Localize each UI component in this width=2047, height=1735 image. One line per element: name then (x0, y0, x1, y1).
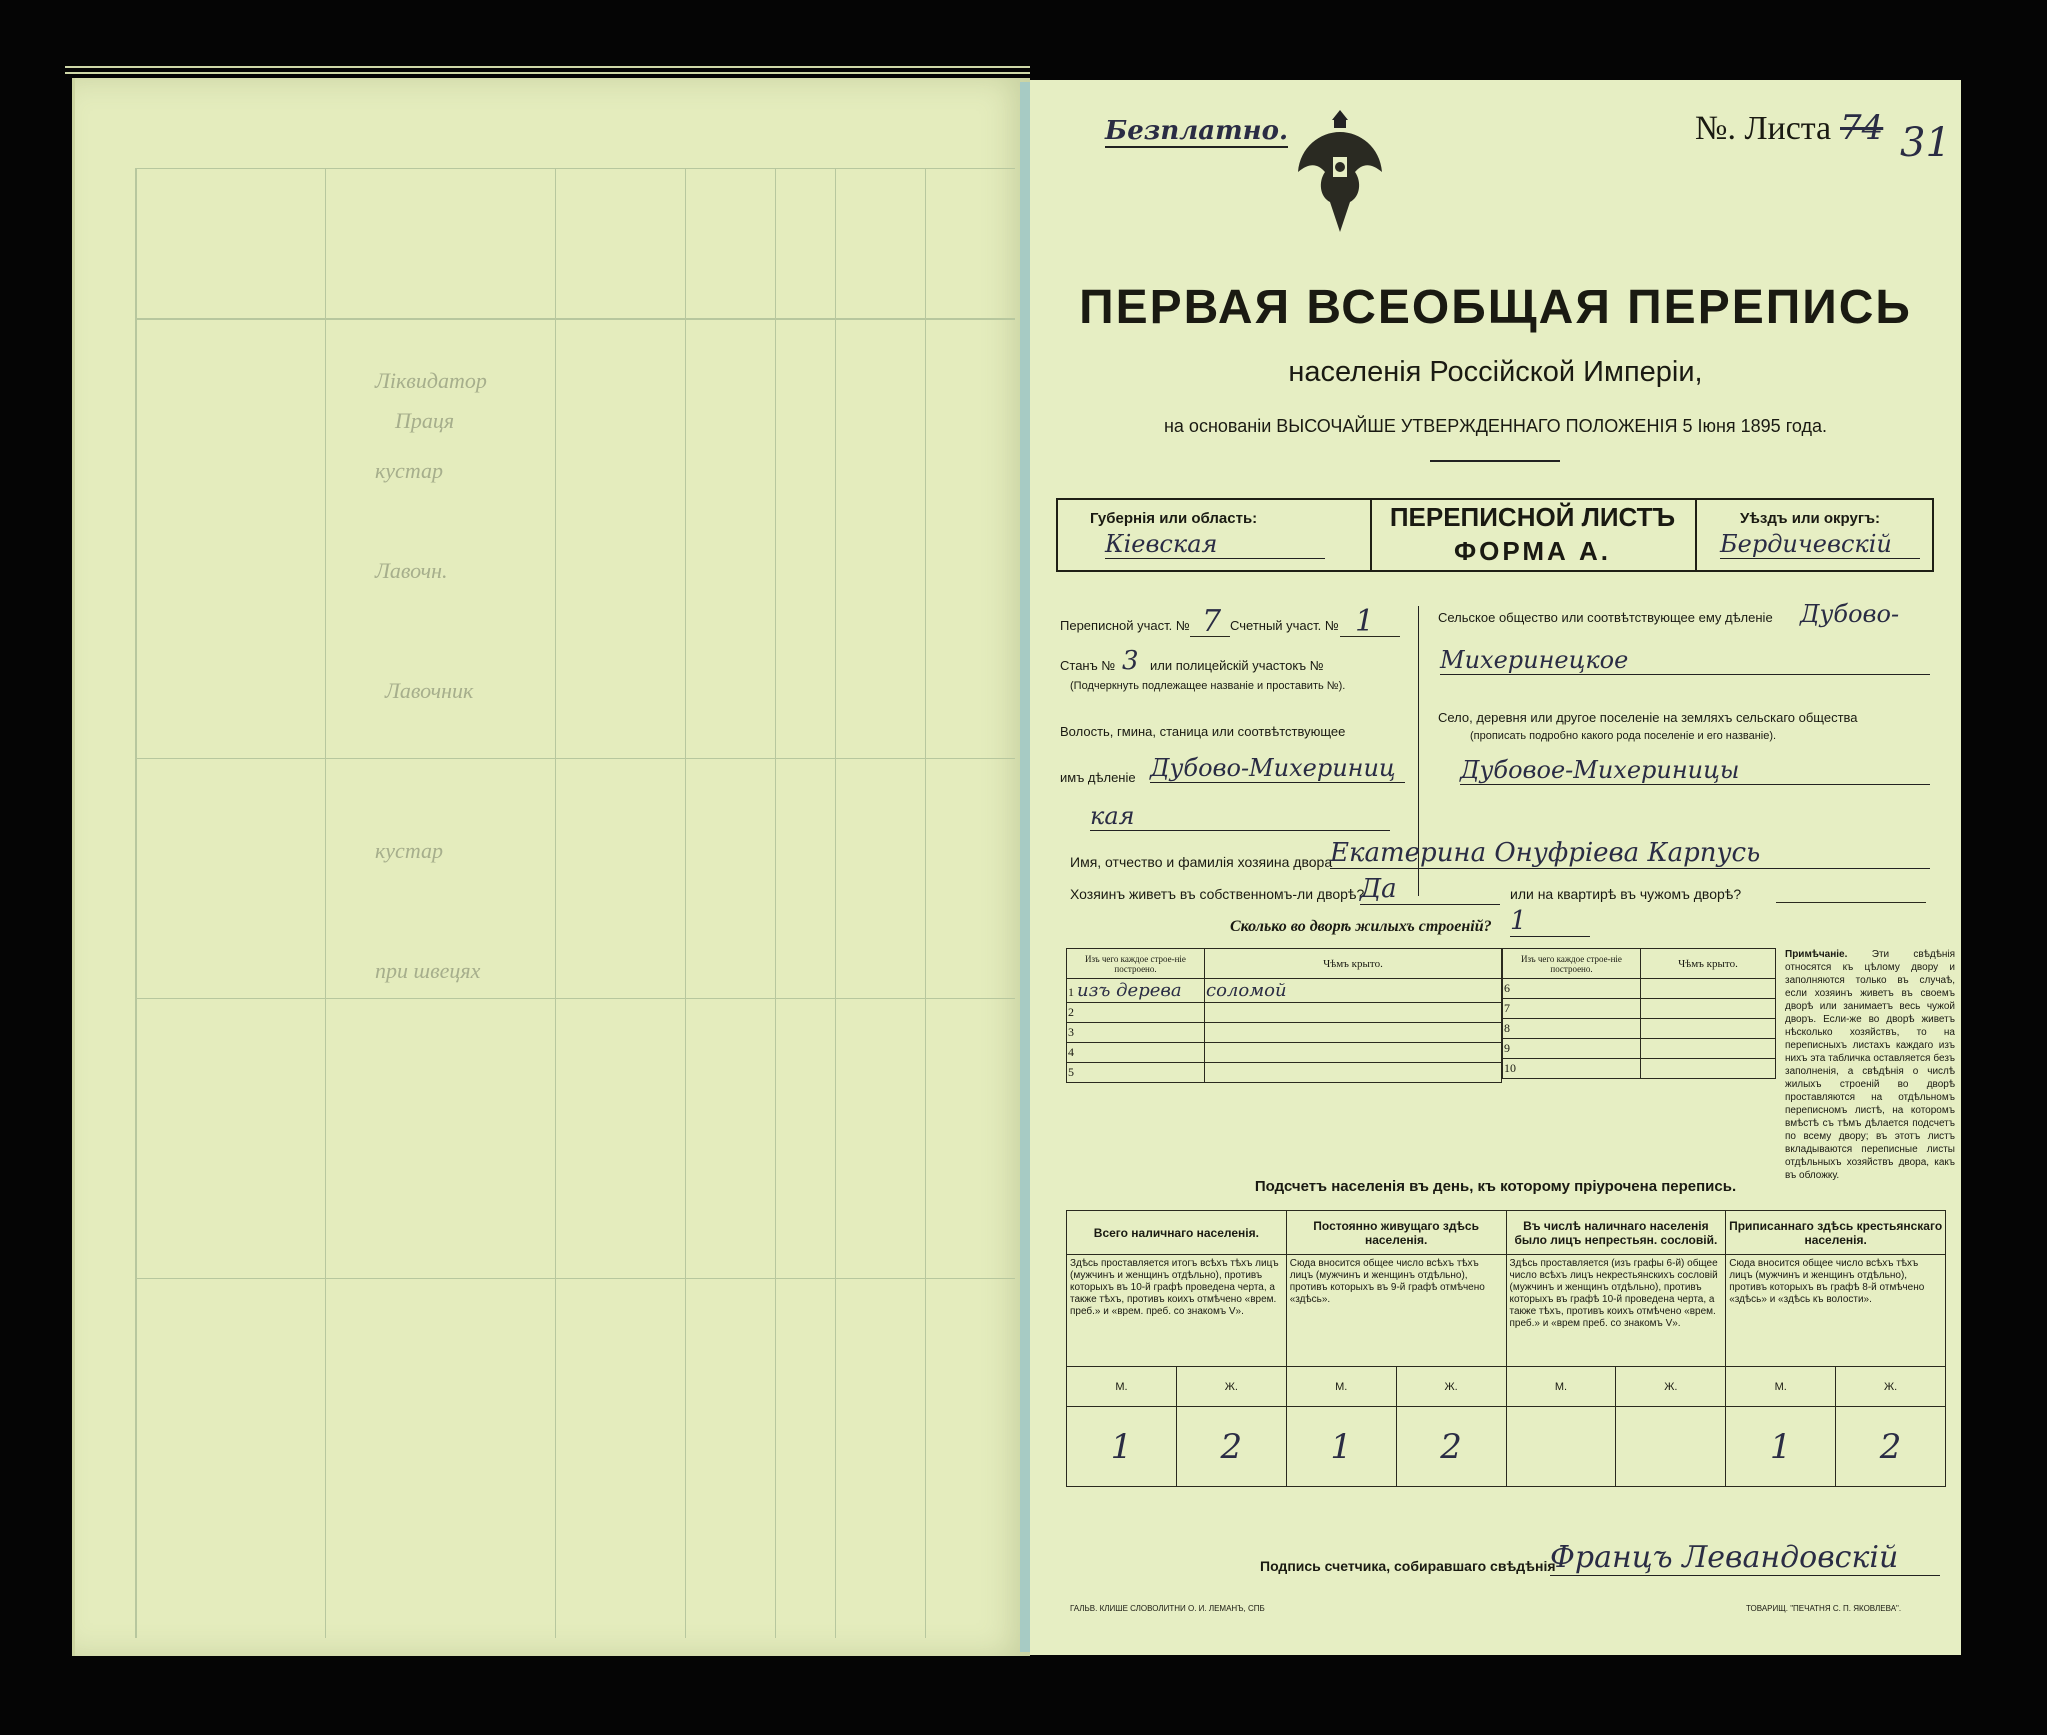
right-page (1030, 80, 1961, 1655)
grid-line (135, 168, 1015, 169)
province-label: Губернія или область: (1090, 510, 1258, 527)
ghost-handwriting: кустар (375, 458, 443, 483)
m-label: М. (1067, 1367, 1177, 1407)
page-stack-edge (65, 72, 1030, 74)
footer-left: ГАЛЬВ. КЛИШЕ СЛОВОЛИТНИ О. И. ЛЕМАНЪ, СПБ (1070, 1604, 1265, 1613)
f-label: Ж. (1836, 1367, 1946, 1407)
table-row: 5 (1067, 1063, 1502, 1083)
count-area-value: 1 (1355, 604, 1375, 639)
count-area-label: Счетный участ. № (1230, 618, 1339, 633)
district-value: Бердичевскій (1720, 530, 1920, 559)
owner-value: Екатерина Онуфріева Карпусь (1330, 838, 1930, 869)
ornament-divider (1430, 460, 1560, 462)
note-block (1785, 948, 1955, 1182)
owner-label: Имя, отчество и фамилія хозяина двора (1070, 854, 1333, 870)
free-label: Безплатно. (1105, 116, 1288, 146)
form-subtitle: ФОРМА А. (1453, 536, 1612, 566)
village-value: Дубовое-Михериницы (1460, 756, 1930, 785)
grid-line (555, 168, 556, 1638)
summary-table (1066, 1210, 1946, 1487)
col-roof-header: Чѣмъ крыто. (1205, 949, 1502, 979)
grid-line (135, 318, 1015, 320)
note-head: Примѣчаніе. (1785, 949, 1848, 960)
table-row: 3 (1067, 1023, 1502, 1043)
police-label: или полицейскій участокъ № (1150, 658, 1324, 673)
underline (1340, 636, 1400, 637)
table-row: 1 изъ дерева соломой (1067, 979, 1502, 1003)
footer-right: ТОВАРИЩ. "ПЕЧАТНЯ С. П. ЯКОВЛЕВА". (1746, 1604, 1902, 1613)
village-note: (прописать подробно какого рода поселеніе и его названіе). (1470, 730, 1777, 742)
census-area-label: Переписной участ. № (1060, 618, 1190, 633)
grid-line (135, 1278, 1015, 1279)
census-subtitle: населенія Россійской Имперіи, (1288, 356, 1703, 388)
table-row: 6 (1503, 979, 1776, 999)
society-value-1: Дубово- (1800, 600, 1900, 628)
summary-col-head: Всего наличнаго населенія. (1067, 1211, 1287, 1255)
province-value: Кіевская (1105, 530, 1325, 559)
stan-value: 3 (1122, 646, 1139, 676)
grid-line (925, 168, 926, 1638)
note-text: Эти свѣдѣнія относятся къ цѣлому двору и заполняются только въ случаѣ, если хозяинъ живетъ въ своемъ дворѣ или занимаетъ весь чужой дворъ. Если-же во дворѣ живетъ нѣсколько хозяйствъ, то на переписныхъ листахъ каждаго изъ нихъ эта табличка оставляется безъ заполненія, а свѣдѣнія о числѣ жилыхъ строеній во дворѣ проставляются на отдѣльномъ переписномъ листѣ, на которомъ вмѣстѣ съ тѣмъ дѣлается подсчетъ по всему двору; въ этотъ листъ вкладываются переписные листы отдѣльныхъ хозяйствъ двора, какъ въ обложку. (1785, 949, 1955, 1181)
census-area-value: 7 (1202, 604, 1222, 639)
count-male (1506, 1407, 1616, 1487)
society-value-2: Михеринецкое (1440, 646, 1930, 675)
grid-line (835, 168, 836, 1638)
f-label: Ж. (1176, 1367, 1286, 1407)
volost-value-1: Дубово-Михериниц (1150, 754, 1405, 783)
signature-value: Францъ Левандовскій (1550, 1540, 1940, 1576)
m-label: М. (1726, 1367, 1836, 1407)
divider (1695, 498, 1697, 572)
census-basis: на основаніи ВЫСОЧАЙШЕ УТВЕРЖДЕННАГО ПОЛОЖЕНІЯ 5 Іюня 1895 года. (1163, 416, 1827, 436)
grid-line (325, 168, 326, 1638)
col-material-header: Изъ чего каждое строе-ніе построено. (1067, 949, 1205, 979)
buildings-label: Сколько во дворѣ жилыхъ строеній? (1230, 918, 1492, 935)
count-female: 2 (1176, 1407, 1286, 1487)
sheet-number-value: 74 (1840, 108, 1884, 148)
summary-col-desc: Здѣсь проставляется (изъ графы 6-й) общее число всѣхъ лицъ некрестьянскихъ сословій (мужчинъ и женщинъ отдѣльно), противъ которыхъ въ графѣ 10-й проведена черта, а также тѣхъ, противъ коихъ отмѣчено «врем. преб.» и «врем преб. со знакомъ V». (1506, 1255, 1726, 1367)
ghost-handwriting: Лавочник (385, 678, 474, 703)
stan-label: Станъ № (1060, 658, 1116, 673)
signature-label: Подпись счетчика, собиравшаго свѣдѣнія (1260, 1558, 1556, 1574)
ghost-handwriting: кустар (375, 838, 443, 863)
table-row: 7 (1503, 999, 1776, 1019)
ghost-handwriting: Ліквидатор (375, 368, 487, 393)
summary-title: Подсчетъ населенія въ день, къ которому пріурочена перепись. (1254, 1178, 1737, 1195)
own-yard-label: Хозяинъ живетъ въ собственномъ-ли дворѣ? (1070, 886, 1365, 902)
underline-note: (Подчеркнуть подлежащее названіе и проставить №). (1070, 680, 1346, 692)
sheet-number-alt: 31 (1900, 120, 1951, 166)
m-label: М. (1506, 1367, 1616, 1407)
count-female: 2 (1396, 1407, 1506, 1487)
summary-col-desc: Сюда вносится общее число всѣхъ тѣхъ лицъ (мужчинъ и женщинъ отдѣльно), противъ которыхъ въ 9-й графѣ отмѣчено «здѣсь». (1286, 1255, 1506, 1367)
buildings-table-right: Изъ чего каждое строе-ніе построено. Чѣмъ крыто. 6 7 8 9 10 (1502, 948, 1776, 1079)
volost-label: Волость, гмина, станица или соотвѣтствующее (1060, 724, 1346, 739)
grid-line (775, 168, 776, 1638)
count-female: 2 (1836, 1407, 1946, 1487)
grid-line (685, 168, 686, 1638)
buildings-table-left (1066, 948, 1502, 1083)
count-male: 1 (1286, 1407, 1396, 1487)
underline (1190, 636, 1230, 637)
grid-line (135, 758, 1015, 759)
volost-value-2: кая (1090, 802, 1390, 831)
count-male: 1 (1726, 1407, 1836, 1487)
grid-line (135, 998, 1015, 999)
ghost-handwriting: Лавочн. (375, 558, 448, 583)
ghost-handwriting: при швецях (375, 958, 481, 983)
summary-col-head: Приписаннаго здѣсь крестьянскаго населенія. (1726, 1211, 1946, 1255)
summary-col-head: Постоянно живущаго здѣсь населенія. (1286, 1211, 1506, 1255)
underline (1776, 902, 1926, 903)
volost-label-2: имъ дѣленіе (1060, 770, 1136, 785)
sheet-number-label: №. Листа (1695, 110, 1832, 147)
form-title: ПЕРЕПИСНОЙ ЛИСТЪ (1389, 502, 1676, 532)
m-label: М. (1286, 1367, 1396, 1407)
ghost-handwriting: Праця (395, 408, 455, 433)
buildings-value: 1 (1510, 906, 1590, 937)
village-label: Село, деревня или другое поселеніе на земляхъ сельскаго общества (1438, 710, 1858, 725)
own-yard-value: Да (1360, 874, 1500, 905)
count-male: 1 (1067, 1407, 1177, 1487)
society-label: Сельское общество или соотвѣтствующее ему дѣленіе (1438, 610, 1773, 625)
summary-col-head: Въ числѣ наличнаго населенія было лицъ непрестьян. сословій. (1506, 1211, 1726, 1255)
summary-col-desc: Здѣсь проставляется итогъ всѣхъ тѣхъ лицъ (мужчинъ и женщинъ отдѣльно), противъ которыхъ въ 10-й графѣ проведена черта, а также тѣхъ, противъ коихъ отмѣчено «врем. преб.» и «врем. преб. со знакомъ V». (1067, 1255, 1287, 1367)
table-row: 2 (1067, 1003, 1502, 1023)
page-stack-edge (65, 66, 1030, 68)
rent-label: или на квартирѣ въ чужомъ дворѣ? (1510, 886, 1742, 902)
count-female (1616, 1407, 1726, 1487)
f-label: Ж. (1616, 1367, 1726, 1407)
table-row: 4 (1067, 1043, 1502, 1063)
table-row: 9 (1503, 1039, 1776, 1059)
district-label: Уѣздъ или округъ: (1740, 510, 1881, 527)
f-label: Ж. (1396, 1367, 1506, 1407)
census-title: ПЕРВАЯ ВСЕОБЩАЯ ПЕРЕПИСЬ (1079, 281, 1912, 334)
table-row: 10 (1503, 1059, 1776, 1079)
table-row: 8 (1503, 1019, 1776, 1039)
summary-col-desc: Сюда вносится общее число всѣхъ тѣхъ лицъ (мужчинъ и женщинъ отдѣльно), противъ которыхъ въ графѣ 8-й отмѣчено «здѣсь» и «здѣсь къ волости». (1726, 1255, 1946, 1367)
grid-line (135, 168, 137, 1638)
left-page (72, 78, 1030, 1656)
eagle-emblem-icon (1290, 102, 1390, 242)
